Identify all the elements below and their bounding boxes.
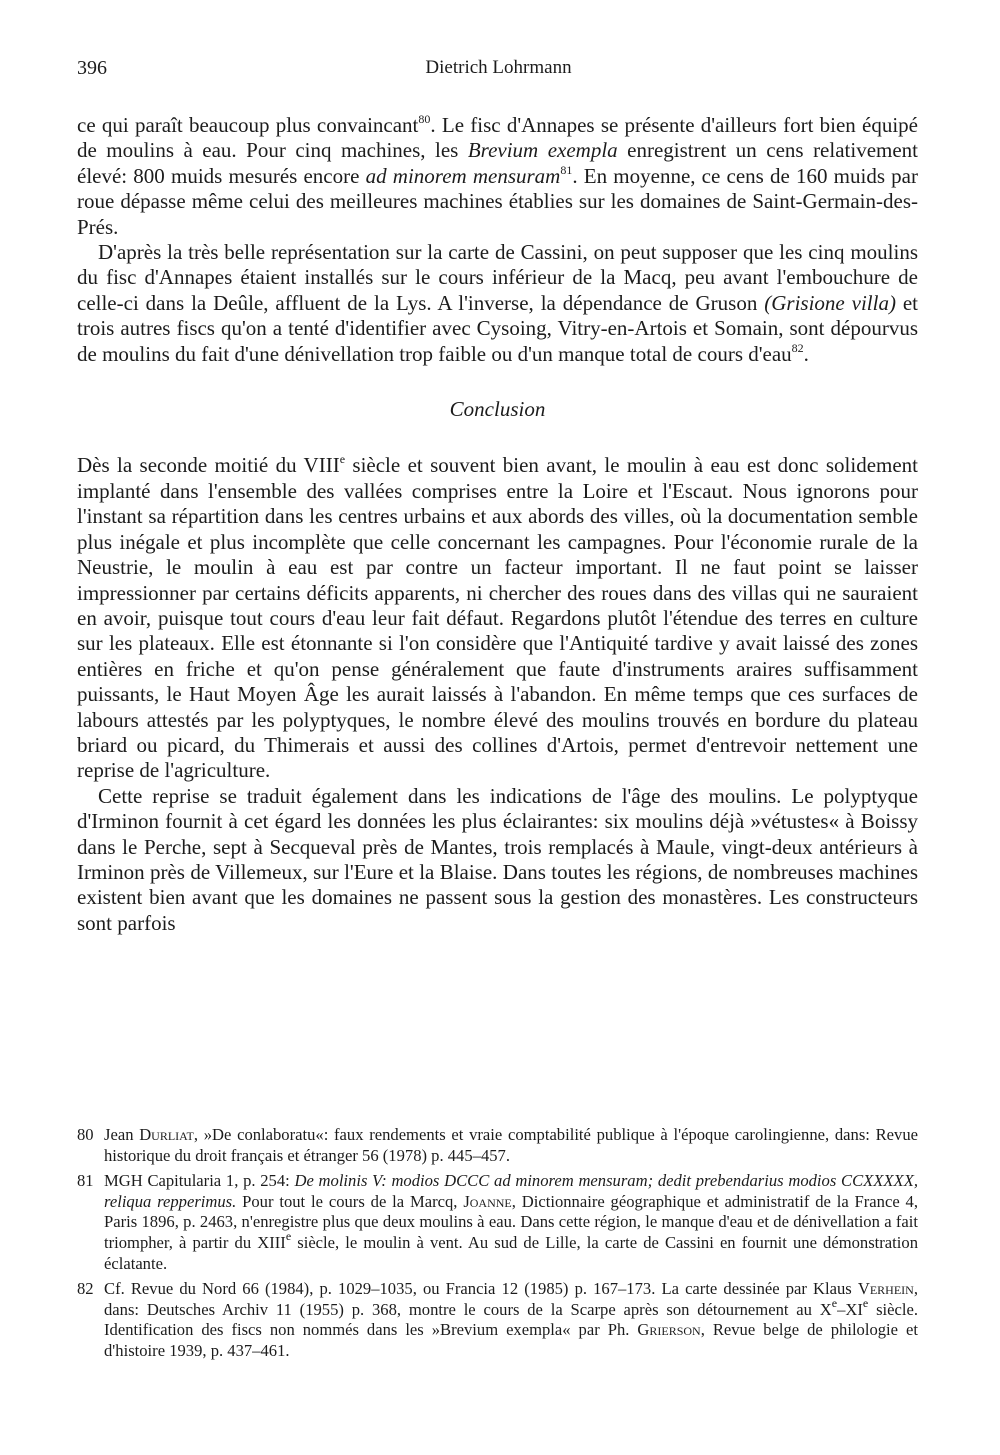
- paragraph-1: ce qui paraît beaucoup plus convaincant$^{80}$. Le fisc d'Annapes se présente d'ailleurs fort bien équipé de moulins à eau. Pour cinq machines, les Brevium exempla enregistrent un cens relativement élevé: 800 muids mesurés encore ad minorem mensuram$^{81}$. En moyenne, ce cens de 160 muids par roue dépasse même celui des meilleures machines établies sur les domaines de Saint-Germain-des-Prés.: [77, 112, 919, 239]
- footnote-number: 82: [77, 1279, 94, 1299]
- footnote-ref-82[interactable]: 82: [791, 340, 804, 355]
- paragraph-4: Cette reprise se traduit également dans les indications de l'âge des moulins. Le polyptyque d'Irminon fournit à cet égard les données les plus éclairantes: six moulins déjà »vétustes« à Boissy dans le Perche, sept à Secqueval près de Mantes, trois remplacés à Maule, vingt-deux antérieurs à Irminon près de Villemeux, sur l'Eure et la Blaise. Dans toutes les régions, de nombreuses machines existent bien avant que les domaines ne passent sous la gestion des monastères. Les constructeurs sont parfois: [77, 783, 918, 935]
- footnotes: [77, 1125, 918, 1367]
- paragraph-2: D'après la très belle représentation sur la carte de Cassini, on peut supposer que les cinq moulins du fisc d'Annapes étaient installés sur le cours inférieur de la Macq, peu avant l'embouchure de celle-ci dans la Deûle, affluent de la Lys. A l'inverse, la dépendance de Gruson (Grisione villa) et trois autres fiscs qu'on a tenté d'identifier avec Cysoing, Vitry-en-Artois et Somain, sont dépourvus de moulins du fait d'une dénivellation trop faible ou d'un manque total de cours d'eau$^{82}$.: [77, 240, 919, 366]
- footnote-ref-81[interactable]: 81: [560, 162, 573, 177]
- footnote-ref-80[interactable]: 80: [418, 112, 431, 126]
- page-number: 396: [77, 57, 107, 79]
- footnote-text: Jean Durliat, »De conlaboratu«: faux rendements et vraie comptabilité publique à l'époque carolingienne, dans: Revue historique du droit français et étranger 56 (1978) p. 445–457.: [104, 1125, 918, 1165]
- footnote-number: 81: [77, 1171, 94, 1191]
- main-text: [77, 113, 918, 936]
- section-heading: Conclusion: [449, 397, 546, 422]
- footnote-80: [77, 1125, 918, 1166]
- running-head: Dietrich Lohrmann: [425, 57, 572, 78]
- footnote-82: [77, 1279, 918, 1361]
- paragraph-3: Dès la seconde moitié du VIIIe siècle et souvent bien avant, le moulin à eau est donc solidement implanté dans l'ensemble des vallées comprises entre la Loire et l'Escaut. Nous ignorons pour l'instant sa répartition dans les centres urbains et aux abords des villes, où la documentation semble plus inégale et plus incomplète que celle concernant les campagnes. Pour l'économie rurale de la Neustrie, le moulin à eau est par contre un facteur important. Il ne faut point se laisser impressionner par certains déficits apparents, ni chercher des roues dans des villas qui ne sauraient en avoir, puisque tout cours d'eau leur fait défaut. Regardons plutôt l'étendue des terres en culture sur les plateaux. Elle est étonnante si l'on considère que l'Antiquité tardive y avait laissé des zones entières en friche et qu'on pense généralement que faute d'instruments araires suffisamment puissants, le Haut Moyen Âge les aurait laissés à l'abandon. En même temps que ces surfaces de labours attestés par les polyptyques, le nombre élevé des moulins trouvés en bordure du plateau briard ou picard, du Thimerais et aussi des collines d'Artois, permet d'entrevoir nettement une reprise de l'agriculture.: [77, 452, 918, 783]
- footnote-81: [77, 1171, 918, 1274]
- footnote-text: Cf. Revue du Nord 66 (1984), p. 1029–1035, ou Francia 12 (1985) p. 167–173. La carte dessinée par Klaus Verhein, dans: Deutsches Archiv 11 (1955) p. 368, montre le cours de la Scarpe après son détournement au Xe–XIe siècle. Identification des fiscs non nommés dans les »Brevium exempla« par Ph. Grierson, Revue belge de philologie et d'histoire 1939, p. 437–461.: [104, 1279, 918, 1360]
- footnote-text: MGH Capitularia 1, p. 254: De molinis V: modios DCCC ad minorem mensuram; dedit prebendarius modios CCXXXXX, reliqua repperimus. Pour tout le cours de la Marcq, Joanne, Dictionnaire géographique et administratif de la France 4, Paris 1896, p. 2463, n'enregistre plus que deux moulins à eau. Dans cette région, le manque d'eau et de dénivellation a fait triompher, à partir du XIIIe siècle, le moulin à vent. Au sud de Lille, la carte de Cassini en fournit une démonstration éclatante.: [104, 1171, 918, 1273]
- footnote-number: 80: [77, 1125, 94, 1144]
- page-header: [77, 57, 920, 89]
